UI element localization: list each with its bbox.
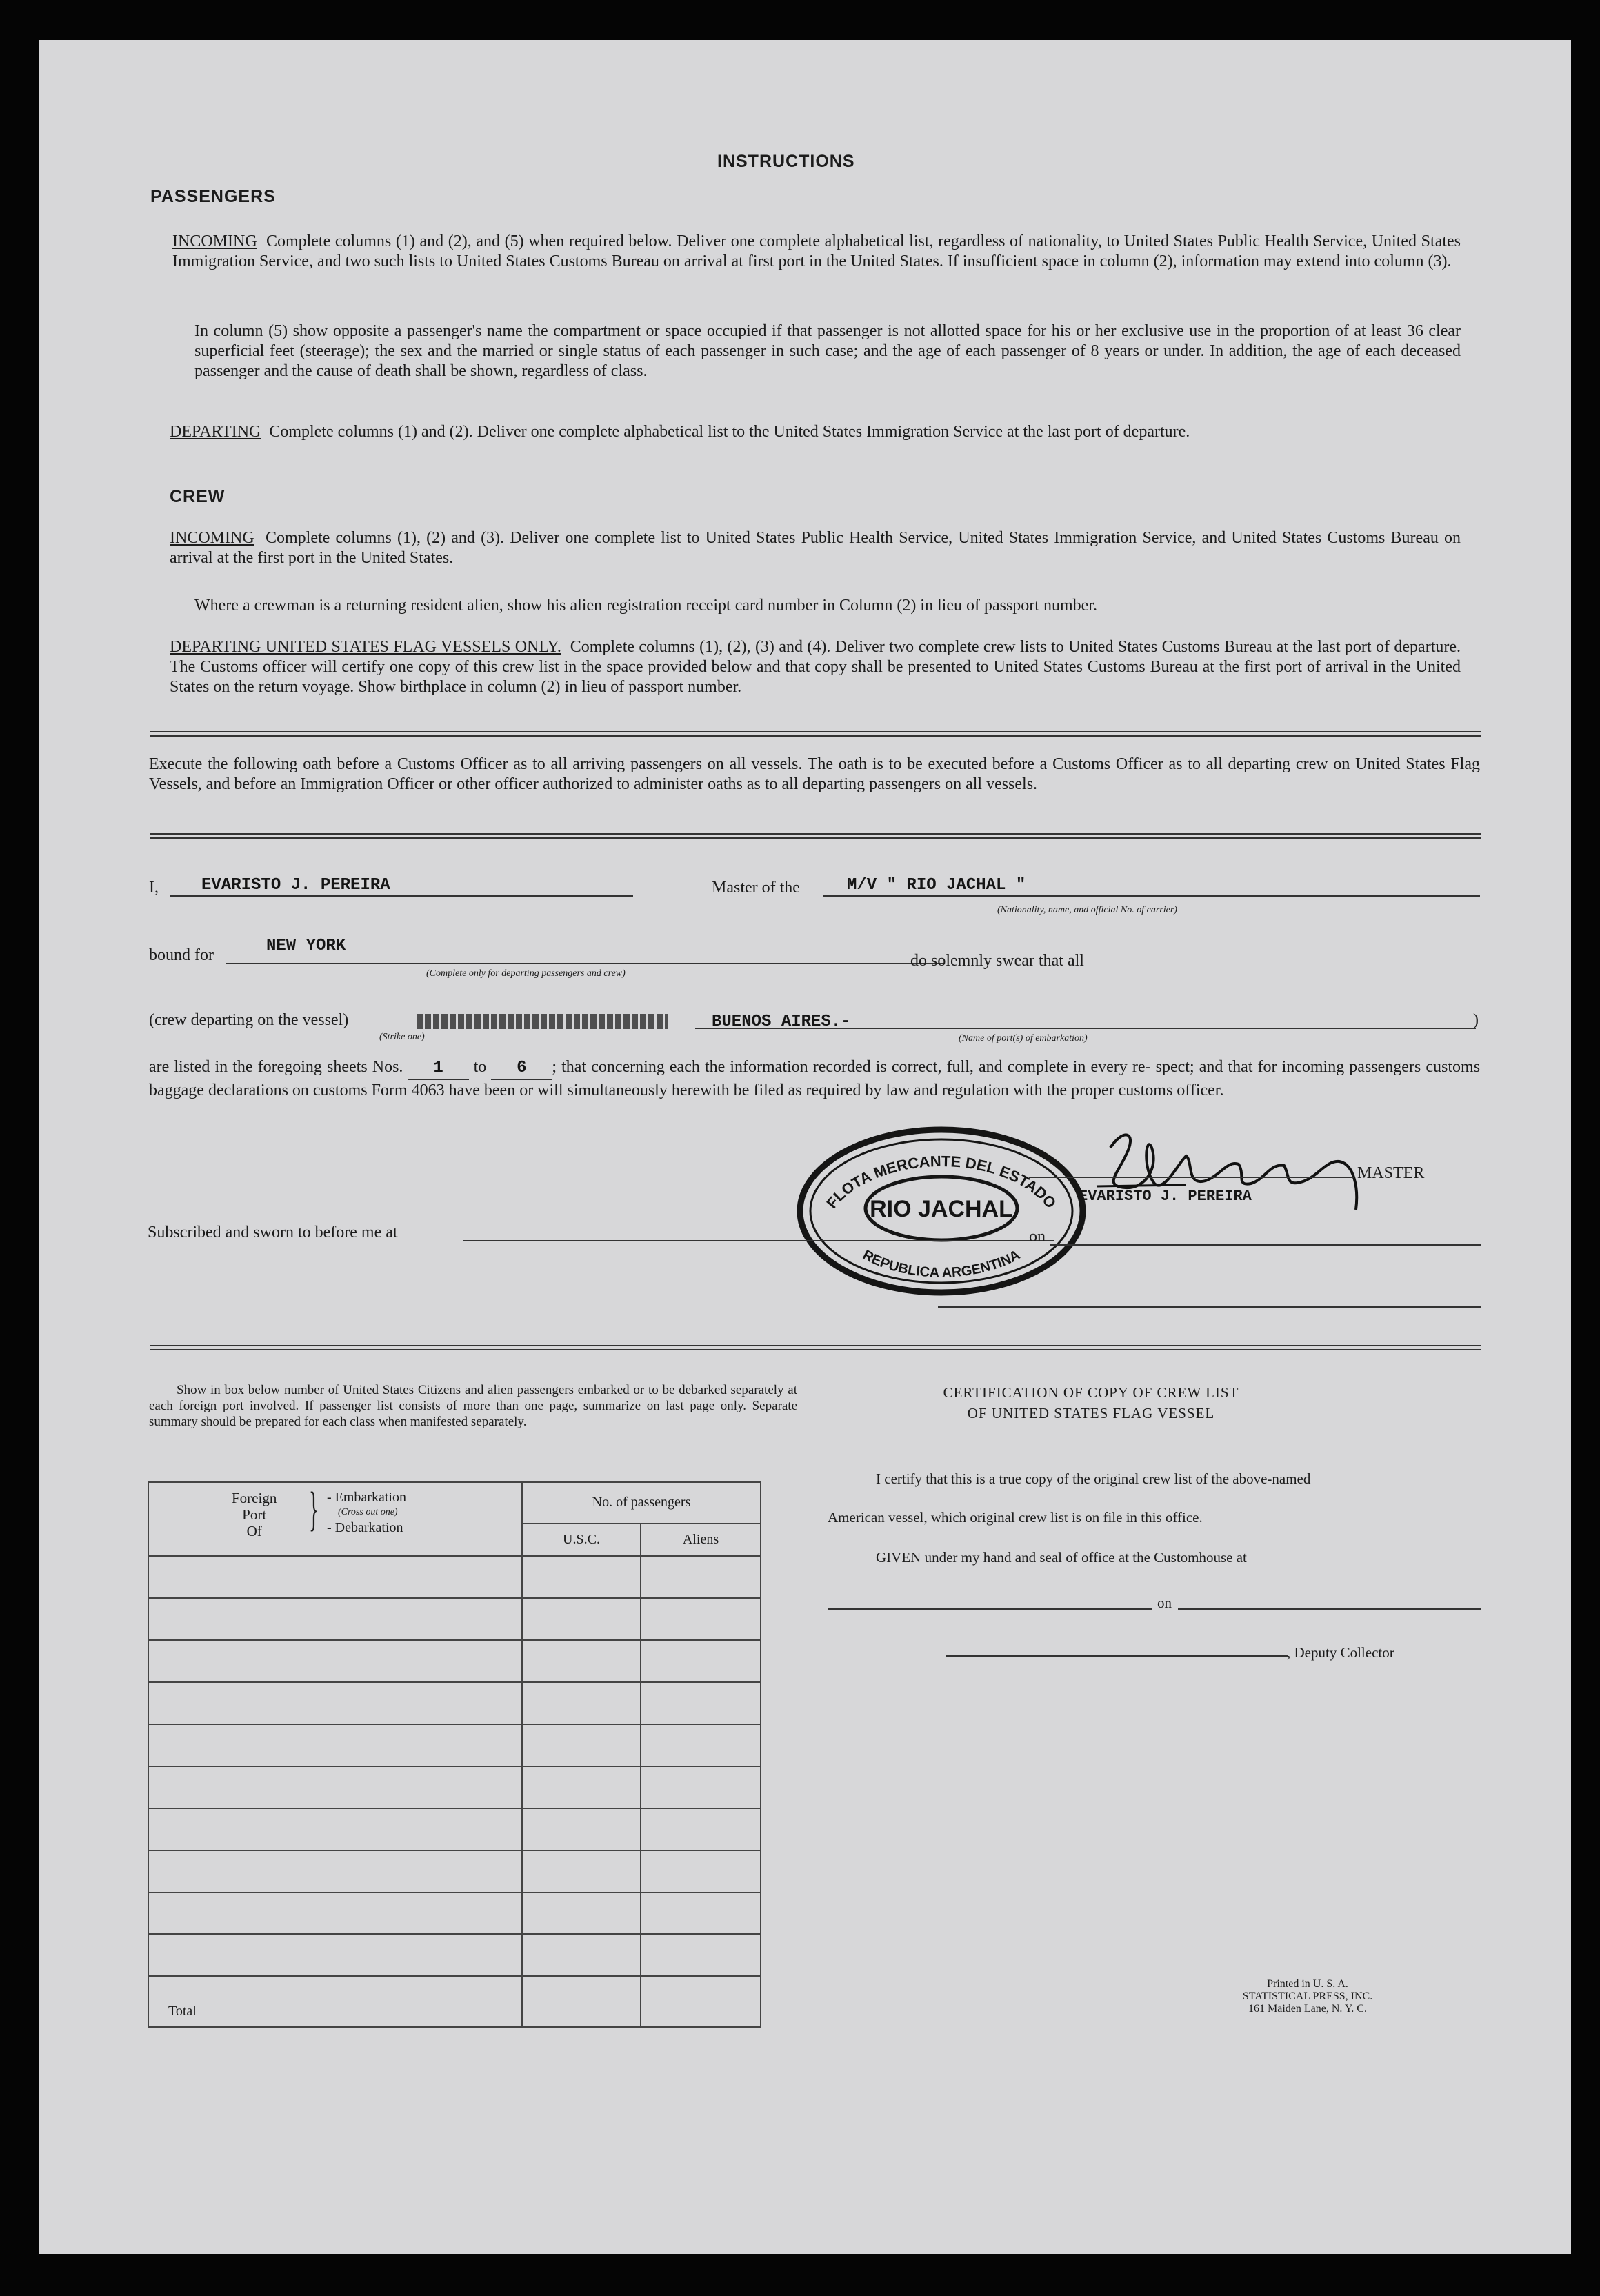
subscribed-date-line [1050,1244,1481,1246]
certification-title: CERTIFICATION OF COPY OF CREW LIST OF UNITED STATES FLAG VESSEL [943,1384,1239,1421]
stamp-center-text: RIO JACHAL [870,1196,1013,1222]
passengers-departing-label: DEPARTING [170,423,261,441]
table-row-aliens[interactable] [641,1808,761,1850]
summary-instructions: Show in box below number of United States Citizens and alien passengers embarked or to be debarked separately at each foreign port involved. If passenger list consists of more than one page, summarize on last page only. Separate summary should be prepared for each class when manifested separately. [149,1383,797,1429]
passengers-incoming-label: INCOMING [172,232,257,250]
foreign-port-of-label: Foreign Port Of [232,1490,277,1539]
certification-on-label: on [1157,1595,1172,1611]
close-paren: ) [1473,1011,1479,1029]
strike-caption: (Strike one) [379,1032,425,1042]
vessel-value: M/V " RIO JACHAL " [847,876,1026,895]
crew-departing-label: (crew departing on the vessel) [149,1011,349,1029]
table-row-port[interactable] [148,1640,522,1682]
sheets-paragraph: are listed in the foregoing sheets Nos. 1 to 6 ; that concerning each the information recorded is correct, full, and complete in every re- spect; and that for incoming passengers customs baggage declarations on customs Form 4063 have been or will simultaneously herewith be filed as required by law and regulation with the proper customs officer. [149,1058,1481,1099]
subscribed-label: Subscribed and sworn to before me at [148,1224,398,1241]
master-name-value: EVARISTO J. PEREIRA [201,876,390,895]
master-signature [1083,1120,1386,1224]
table-row-aliens[interactable] [641,1598,761,1640]
column5-paragraph: In column (5) show opposite a passenger's name the compartment or space occupied if that passenger is not allotted space for his or her exclusive use in the proportion of at least 36 clear superficial feet (steerage); the sex and the married or single status of each passenger in such case; and the age of each passenger of 8 years or under. In addition, the age of each deceased passenger and the cause of death shall be shown, regardless of class. [194,322,1461,380]
usc-header: U.S.C. [522,1524,641,1556]
table-row-aliens[interactable] [641,1640,761,1682]
passengers-incoming-text: Complete columns (1) and (2), and (5) when required below. Deliver one complete alphabetical list, regardless of nationality, to United States Public Health Service, United States Immigration Service, and two such lists to United States Customs Bureau on arrival at first port in the United States. If insufficient space in column (2), information may extend into column (3). [172,232,1461,270]
svg-text:REPUBLICA ARGENTINA: REPUBLICA ARGENTINA [860,1247,1023,1281]
master-name-line [170,895,633,897]
embark-debark-options: - Embarkation (Cross out one) - Debarkation [327,1490,406,1535]
crew-incoming-text: Complete columns (1), (2) and (3). Deliver one complete list to United States Public Health Service, United States Immigration Service, and United States Customs Bureau on arrival at the first port in the United States. [170,529,1461,567]
table-row-usc[interactable] [522,1766,641,1808]
table-row-port[interactable] [148,1682,522,1724]
subscribed-place-line [463,1240,1054,1241]
manifest-back-page [39,40,1571,2254]
port-header-cell [148,1482,522,1556]
table-row-usc[interactable] [522,1850,641,1893]
port-embarkation-value: BUENOS AIRES.- [712,1012,851,1031]
officer-signature-line [938,1306,1481,1308]
swear-text: do solemnly swear that all [910,952,1084,970]
page-title: INSTRUCTIONS [717,152,855,171]
total-usc[interactable] [522,1976,641,2027]
crew-resident-paragraph: Where a crewman is a returning resident alien, show his alien registration receipt card number in Column (2) in lieu of passport number. [194,597,1097,615]
brace-glyph: } [309,1483,319,1536]
svg-text:FLOTA MERCANTE DEL ESTADO: FLOTA MERCANTE DEL ESTADO [823,1152,1060,1212]
master-label: MASTER [1357,1164,1425,1182]
crew-departing-text: Complete columns (1), (2), (3) and (4). Deliver two complete crew lists to United States Customs Bureau at the last port of departure. The Customs officer will certify one copy of this crew list in the space provided below and that copy shall be presented to United States Customs Bureau at the first port of arrival in the United States on the return voyage. Show birthplace in column (2) in lieu of passport number. [170,638,1461,696]
table-row-aliens[interactable] [641,1556,761,1598]
deputy-collector-label: , Deputy Collector [1287,1644,1394,1661]
table-row-usc[interactable] [522,1893,641,1935]
table-row-usc[interactable] [522,1598,641,1640]
crew-heading: CREW [170,487,226,506]
no-passengers-header: No. of passengers [522,1482,761,1524]
table-row-aliens[interactable] [641,1893,761,1935]
master-signature-line [1029,1177,1354,1178]
crew-departing-label: DEPARTING UNITED STATES FLAG VESSELS ONLY. [170,638,561,656]
table-row-aliens[interactable] [641,1934,761,1976]
port-caption: (Name of port(s) of embarkation) [959,1033,1088,1044]
table-row-port[interactable] [148,1850,522,1893]
crew-departing-paragraph [170,637,1461,697]
certification-date-line [1178,1608,1481,1610]
bound-for-value: NEW YORK [266,937,346,955]
crew-incoming-paragraph [170,528,1461,568]
aliens-header: Aliens [641,1524,761,1556]
table-row-usc[interactable] [522,1724,641,1766]
table-row-aliens[interactable] [641,1850,761,1893]
customhouse-line [828,1608,1152,1610]
table-row-port[interactable] [148,1598,522,1640]
sheet-from-value: 1 [408,1057,469,1080]
sheet-to-value: 6 [491,1057,552,1080]
table-row-aliens[interactable] [641,1766,761,1808]
table-row-usc[interactable] [522,1934,641,1976]
table-row-aliens[interactable] [641,1724,761,1766]
table-row-port[interactable] [148,1766,522,1808]
printer-imprint: Printed in U. S. A. STATISTICAL PRESS, INC. 161 Maiden Lane, N. Y. C. [1242,1978,1373,2015]
table-row-port[interactable] [148,1556,522,1598]
oath-bottom-divider [150,1345,1481,1350]
table-row-usc[interactable] [522,1640,641,1682]
deputy-signature-line [946,1655,1288,1657]
i-label: I, [149,879,159,897]
total-aliens[interactable] [641,1976,761,2027]
total-label: Total [148,1976,522,2027]
passengers-heading: PASSENGERS [150,187,276,206]
table-row-port[interactable] [148,1893,522,1935]
passengers-departing-paragraph [170,422,1461,442]
vessel-caption: (Nationality, name, and official No. of carrier) [997,905,1177,915]
bound-for-line [226,963,945,964]
ship-seal-stamp [792,1124,1091,1298]
table-row-aliens[interactable] [641,1682,761,1724]
bound-for-caption: (Complete only for departing passengers and crew) [426,968,626,979]
vessel-line [823,895,1480,897]
table-row-port[interactable] [148,1808,522,1850]
oath-intro: Execute the following oath before a Customs Officer as to all arriving passengers on all vessels. The oath is to be executed before a Customs Officer as to all departing crew on United States Flag Vessels, and before an Immigration Officer or other officer authorized to administer oaths as to all departing passengers on all vessels. [149,755,1480,793]
table-row-usc[interactable] [522,1556,641,1598]
oath-divider [150,833,1481,839]
table-row-usc[interactable] [522,1682,641,1724]
signature-printed-name: EVARISTO J. PEREIRA [1079,1188,1252,1205]
bound-for-label: bound for [149,946,214,964]
table-row-usc[interactable] [522,1808,641,1850]
table-row-port[interactable] [148,1934,522,1976]
master-of-label: Master of the [712,879,800,897]
certification-text-2: American vessel, which original crew list is on file in this office. [828,1509,1203,1526]
certification-text-3: GIVEN under my hand and seal of office at the Customhouse at [876,1549,1247,1566]
passengers-incoming-paragraph [172,232,1461,272]
certification-text-1: I certify that this is a true copy of the original crew list of the above-named [876,1470,1311,1487]
passenger-summary-table [148,1481,761,2028]
struck-out-text [417,1014,668,1029]
section-divider [150,731,1481,737]
crew-incoming-label: INCOMING [170,529,254,547]
table-row-port[interactable] [148,1724,522,1766]
subscribed-on-label: on [1029,1228,1046,1246]
passengers-departing-text: Complete columns (1) and (2). Deliver one complete alphabetical list to the United States Immigration Service at the last port of departure. [269,423,1190,441]
